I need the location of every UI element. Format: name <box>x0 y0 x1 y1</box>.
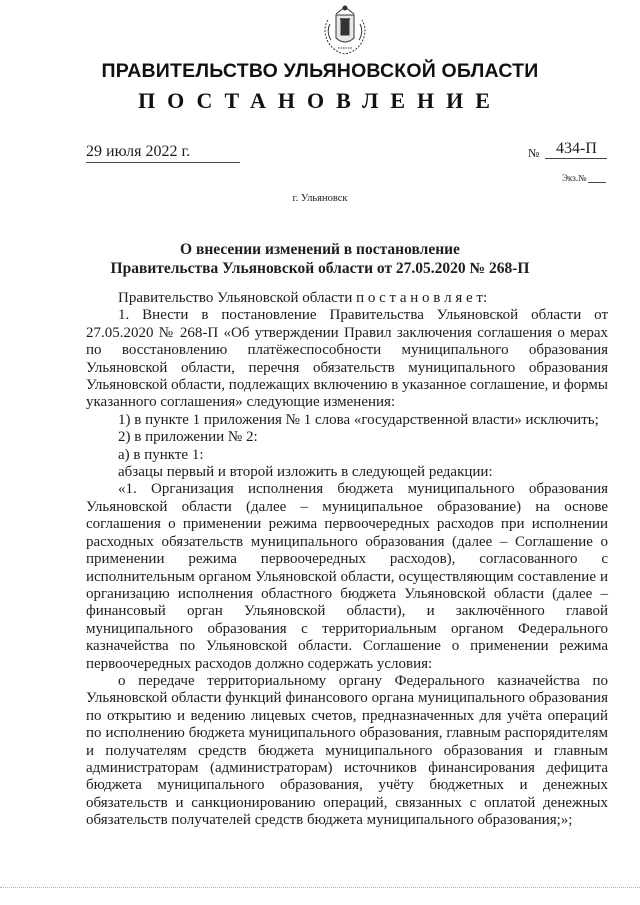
subject-line-1: О внесении изменений в постановление <box>180 241 460 258</box>
document-subject <box>0 240 640 278</box>
subject-line-2: Правительства Ульяновской области от 27.05.2020 № 268-П <box>110 260 530 277</box>
document-number: 434-П <box>556 140 597 157</box>
body-paragraph: 1) в пункте 1 приложения № 1 слова «государственной власти» исключить; <box>118 411 599 428</box>
copy-number-label: Экз.№ <box>562 173 587 183</box>
document-body <box>86 290 608 830</box>
city-location: г. Ульяновск <box>292 193 348 204</box>
number-underline <box>545 158 607 159</box>
page-bottom-edge <box>0 887 640 894</box>
copy-number-underline <box>588 182 606 183</box>
body-paragraph: 2) в приложении № 2: <box>118 429 258 446</box>
coat-of-arms-emblem <box>316 2 374 60</box>
body-paragraph: «1. Организация исполнения бюджета муниципального образования Ульяновской области (далее – муниципальное образование) на основе соглашения о применении режима первоочередных расходов при исполнении расходных обязательств муниципального образования (далее – Соглашение о применении режима первоочередных расходов), согласованного с исполнительным органом Ульяновской области, осуществляющим составление и организацию исполнения областного бюджета Ульяновской области (далее – финансовый орган Ульяновской области), и заключённого главой муниципального образования с территориальным органом Федерального казначейства по Ульяновской области. Соглашение о применении режима первоочередных расходов должно содержать условия: <box>86 481 608 672</box>
date-underline <box>86 162 240 163</box>
document-date: 29 июля 2022 г. <box>86 143 191 160</box>
body-paragraph: абзацы первый и второй изложить в следующей редакции: <box>118 464 493 481</box>
number-label: № <box>528 146 540 160</box>
body-paragraph: а) в пункте 1: <box>118 446 204 463</box>
body-paragraph: о передаче территориальному органу Федерального казначейства по Ульяновской области функций финансового органа муниципального образования по открытию и ведению лицевых счетов, предназначенных для учёта операций по исполнению бюджета муниципального образования, главным распорядителям и получателям средств бюджета муниципального образования и главным администраторам (администраторам) источников финансирования дефицита бюджета муниципального образования, учёту бюджетных и денежных обязательств и санкционированию операций, связанных с оплатой денежных обязательств получателей средств бюджета муниципального образования;»; <box>86 672 608 829</box>
document-type-heading: ПОСТАНОВЛЕНИЕ <box>138 88 502 113</box>
body-paragraph: 1. Внести в постановление Правительства Ульяновской области от 27.05.2020 № 268-П «Об утверждении Правил заключения соглашения о мерах по восстановлению платёжеспособности муниципального образования Ульяновской области, перечня обязательств муниципального образования Ульяновской области, подлежащих включению в указанное соглашение, и формы указанного соглашения» следующие изменения: <box>86 307 608 411</box>
government-title: ПРАВИТЕЛЬСТВО УЛЬЯНОВСКОЙ ОБЛАСТИ <box>101 60 539 82</box>
body-paragraph: Правительство Ульяновской области п о с т а н о в л я е т: <box>118 290 488 306</box>
